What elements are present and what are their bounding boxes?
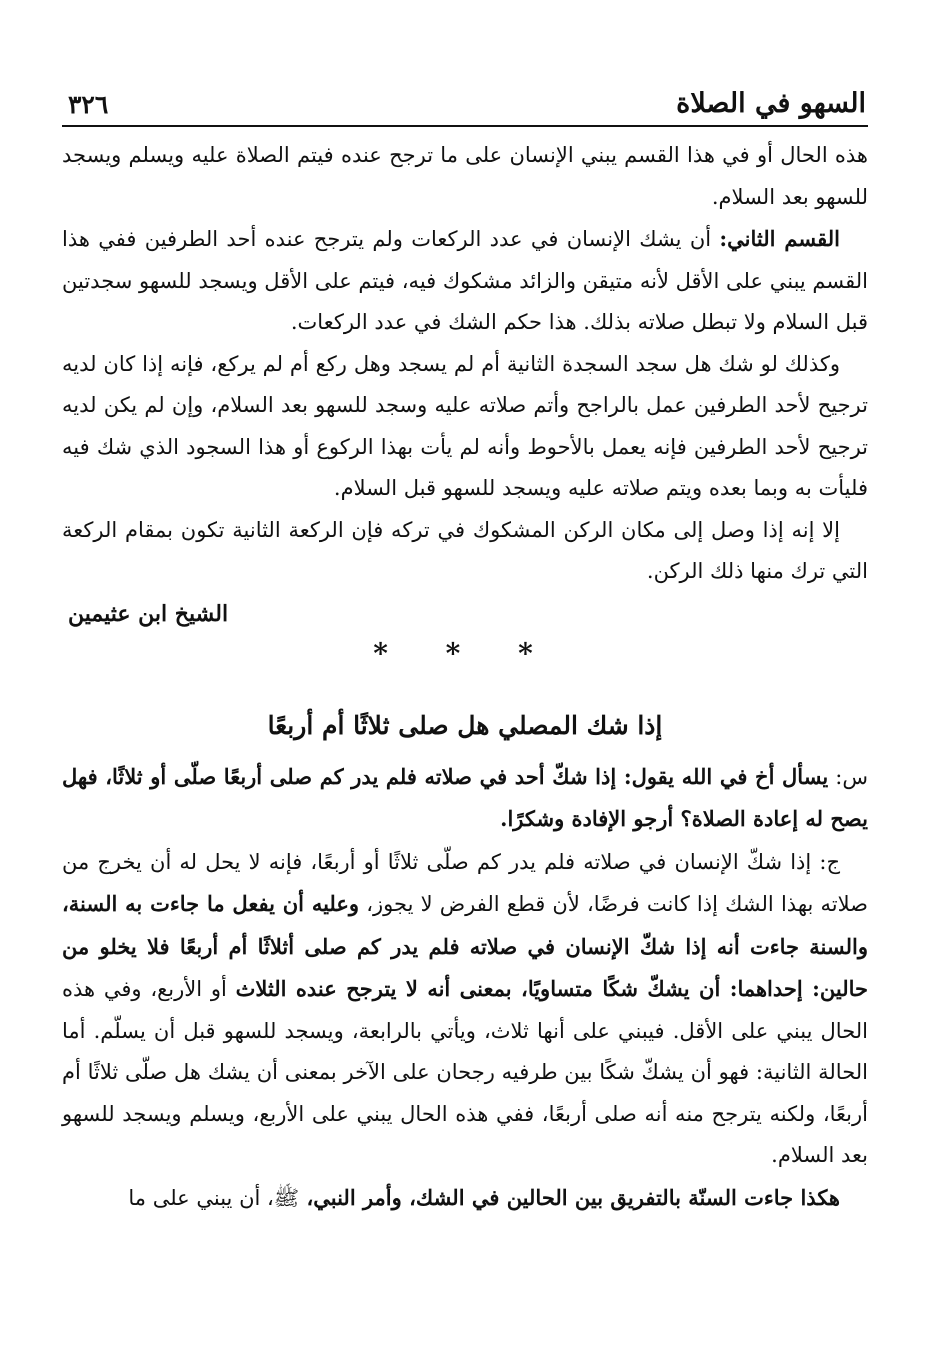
section-separator: * * * [373, 636, 557, 670]
page-header [62, 88, 868, 127]
answer-text-b: وعليه أن يفعل ما جاءت به السنة، والسنة جاءت أنه إذا شكّ الإنسان في صلاته فلم يدر كم صلى أثلاثًا أم أربعًا فلا يخلو من حالين: إحداهما: أن يشكّ شكًا متساويًا، بمعنى أنه لا يترجح عنده الثلاث [62, 891, 868, 1001]
paragraph-exception: إلا إنه إذا وصل إلى مكان الركن المشكوك في تركه فإن الركعة الثانية تكون بمقام الركعة التي ترك منها ذلك الركن. [62, 517, 868, 583]
answer-text-a: ج: إذا شكّ الإنسان في صلاته فلم يدر كم صلّى ثلاثًا أو أربعًا، فإنه لا يحل له أن يخرج من صلاته بهذا الشك إذا كانت فرضًا، لأن قطع الفرض لا يجوز، [62, 849, 868, 916]
answer-text-c: أو الأربع، وفي هذه الحال يبني على الأقل. فيبني على أنها ثلاث، ويأتي بالرابعة، ويسجد للسهو قبل أن يسلّم. أما الحالة الثانية: فهو أن يشكّ شكًا بين طرفيه رجحان على الآخر بمعنى أن يشك هل صلّى ثلاثًا أم أربعًا، ولكنه يترجح منه أنه صلى أربعًا، ففي هذه الحال يبني على الأربع، ويسلم ويسجد للسهو بعد السلام. [62, 977, 868, 1167]
second-section-text: أن يشك الإنسان في عدد الركعات ولم يترجح عنده أحد الطرفين ففي هذا القسم يبني على الأقل لأنه متيقن والزائد مشكوك فيه، فيتم على الأقل ويسجد للسهو سجدتين قبل السلام ولا تبطل صلاته بذلك. هذا حكم الشك في عدد الركعات. [62, 227, 868, 334]
question-prefix: س: [828, 764, 868, 789]
answer-paragraph [62, 842, 868, 1177]
paragraph-second-section [62, 218, 868, 344]
question-paragraph [62, 756, 868, 840]
salutation-glyph: ﷺ [273, 1185, 300, 1210]
author-attribution: الشيخ ابن عثيمين [68, 600, 229, 627]
paragraph-similarly: وكذلك لو شك هل سجد السجدة الثانية أم لم يسجد وهل ركع أم لم يركع، فإنه إذا كان لديه ترجيح لأحد الطرفين عمل بالراجح وأتم صلاته عليه وسجد للسهو بعد السلام، وإن لم يكن لديه ترجيح لأحد الطرفين فإنه يعمل بالأحوط وأنه لم يأت بهذا الركوع أو هذا السجود الذي شك فيه فليأت به وبما بعده ويتم صلاته عليه ويسجد للسهو قبل السلام. [62, 351, 868, 500]
closing-bold-text: هكذا جاءت السنّة بالتفريق بين الحالين في الشك، وأمر النبي، [299, 1184, 840, 1210]
page-number: ٣٢٦ [68, 90, 109, 119]
section-title: إذا شك المصلي هل صلى ثلاثًا أم أربعًا [267, 710, 663, 740]
page-body [62, 135, 868, 1219]
paragraph-continuation: هذه الحال أو في هذا القسم يبني الإنسان على ما ترجح عنده فيتم الصلاة عليه ويسلم ويسجد للسهو بعد السلام. [62, 143, 868, 209]
question-text: يسأل أخ في الله يقول: إذا شكّ أحد في صلاته فلم يدر كم صلى أربعًا صلّى أو ثلاثًا، فهل يصح له إعادة الصلاة؟ أرجو الإفادة وشكرًا. [62, 763, 868, 831]
closing-paragraph [62, 1177, 868, 1220]
closing-rest-text: ، أن يبني على ما [128, 1185, 274, 1210]
running-title: السهو في الصلاة [676, 88, 866, 119]
second-section-label: القسم الثاني: [719, 226, 840, 251]
